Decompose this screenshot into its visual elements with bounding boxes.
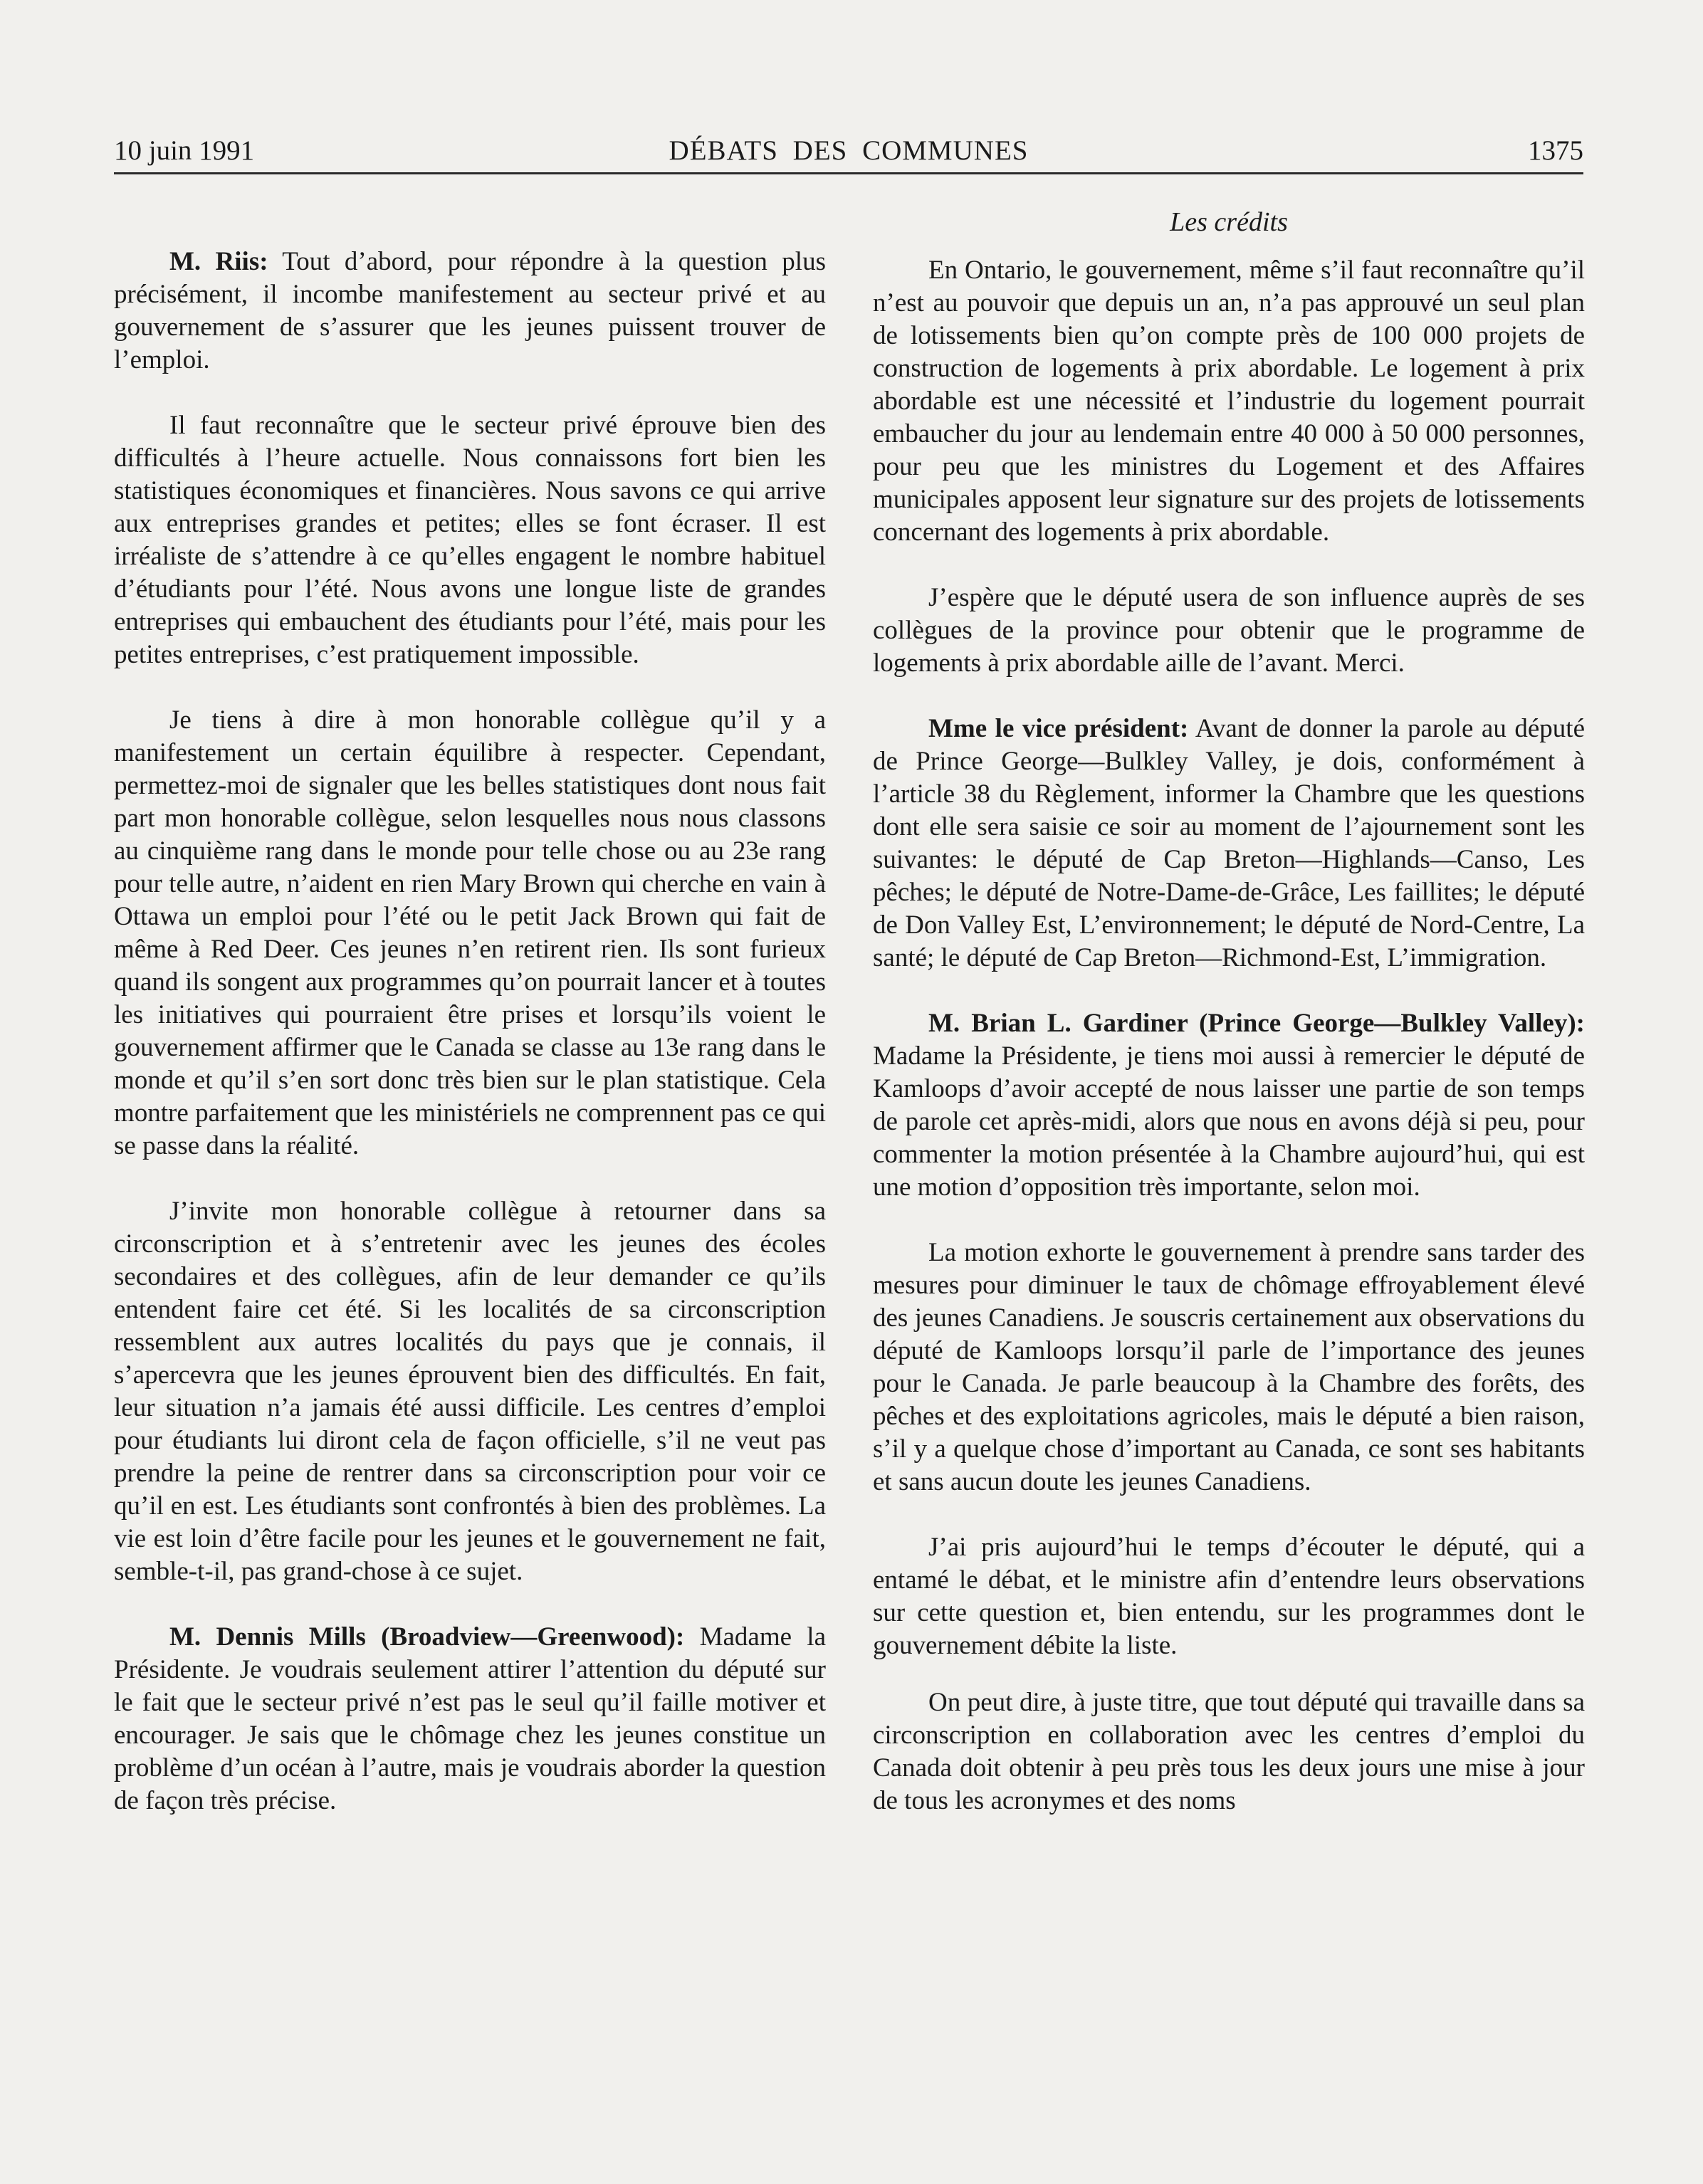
paragraph-text: Je tiens à dire à mon honorable collègue qu’il y a manifestement un certain équilibre à respecter. Cependant, permettez-moi de signaler que les belles statistiques dont nous fait part mon honorable collègue, selon lesquelles nous nous classons au cinquième rang dans le monde pour telle chose ou au 23e rang pour telle autre, n’aident en rien Mary Brown qui cherche en vain à Ottawa un emploi pour l’été ou le petit Jack Brown qui fait de même à Red Deer. Ces jeunes n’en retirent rien. Ils sont furieux quand ils songent aux programmes qu’on pourrait lancer et à toutes les initiatives qui pourraient être prises et lorsqu’ils voient le gouvernement affirmer que le Canada se classe au 13e rang dans le monde et qu’il s’en sort donc très bien sur le plan statistique. Cela montre parfaitement que les ministériels ne comprennent pas ce qui se passe dans la réalité. [114,705,826,1160]
paragraph [873,1531,1585,1662]
paragraph [114,1621,826,1817]
paragraph-text: Madame la Présidente, je tiens moi aussi à remercier le député de Kamloops d’avoir accepté de nous laisser une partie de son temps de parole cet après-midi, alors que nous en avons déjà si peu, pour commenter la motion présentée à la Chambre aujourd’hui, qui est une motion d’opposition très importante, selon moi. [873,1041,1585,1202]
paragraph [873,1686,1585,1817]
paragraph-text: Tout d’abord, pour répondre à la question plus précisément, il incombe manifestement au secteur privé et au gouvernement de s’assurer que les jeunes puissent trouver de l’emploi. [114,247,826,374]
paragraph [873,254,1585,549]
page-header [114,130,1583,174]
paragraph [873,582,1585,680]
paragraph [873,1237,1585,1498]
speaker-name: Mme le vice président: [928,714,1189,743]
left-column [114,246,826,1817]
paragraph [114,409,826,671]
speaker-name: M. Dennis Mills (Broadview—Greenwood): [169,1622,685,1652]
right-column [873,246,1585,1817]
paragraph-text: J’espère que le député usera de son influence auprès de ses collègues de la province pour obtenir que le programme de logements à prix abordable aille de l’avant. Merci. [873,583,1585,678]
paragraph [873,713,1585,975]
paragraph [873,1007,1585,1204]
paragraph [114,246,826,377]
paragraph-text: J’ai pris aujourd’hui le temps d’écouter le député, qui a entamé le débat, et le ministre afin d’entendre leurs observations sur cette question et, bien entendu, sur les programmes dont le gouvernement débite la liste. [873,1533,1585,1660]
header-title: DÉBATS DES COMMUNES [669,135,1029,166]
paragraph-text: Il faut reconnaître que le secteur privé éprouve bien des difficultés à l’heure actuelle. Nous connaissons fort bien les statistiques économiques et financières. Nous savons ce qui arrive aux entreprises grandes et petites; elles se font écraser. Il est irréaliste de s’attendre à ce qu’elles engagent le nombre habituel d’étudiants pour l’été. Nous avons une longue liste de grandes entreprises qui embauchent des étudiants pour l’été, mais pour les petites entreprises, c’est pratiquement impossible. [114,411,826,669]
section-label: Les crédits [1170,207,1288,237]
paragraph-text: Avant de donner la parole au député de Prince George—Bulkley Valley, je dois, conformément à l’article 38 du Règlement, informer la Chambre que les questions dont elle sera saisie ce soir au moment de l’ajournement sont les suivantes: le député de Cap Breton—Highlands—Canso, Les pêches; le député de Notre-Dame-de-Grâce, Les faillites; le député de Don Valley Est, L’environnement; le député de Nord-Centre, La santé; le député de Cap Breton—Richmond-Est, L’immigration. [873,714,1585,972]
paragraph-text: Madame la Présidente. Je voudrais seulement attirer l’attention du député sur le fait que le secteur privé n’est pas le seul qu’il faille motiver et encourager. Je sais que le chômage chez les jeunes constitue un problème d’un océan à l’autre, mais je voudrais aborder la question de façon très précise. [114,1622,827,1815]
paragraph [114,1195,826,1588]
header-date: 10 juin 1991 [114,135,255,166]
paragraph-text: La motion exhorte le gouvernement à prendre sans tarder des mesures pour diminuer le taux de chômage effroyablement élevé des jeunes Canadiens. Je souscris certainement aux observations du député de Kamloops lorsqu’il parle de l’importance des jeunes pour le Canada. Je parle beaucoup à la Chambre des forêts, des pêches et des exploitations agricoles, mais le député a bien raison, s’il y a quelque chose d’important au Canada, ce sont ses habitants et sans aucun doute les jeunes Canadiens. [873,1238,1585,1496]
paragraph-text: On peut dire, à juste titre, que tout député qui travaille dans sa circonscription en collaboration avec les centres d’emploi du Canada doit obtenir à peu près tous les deux jours une mise à jour de tous les acronymes et des noms [873,1688,1585,1815]
paragraph-text: En Ontario, le gouvernement, même s’il faut reconnaître qu’il n’est au pouvoir que depuis un an, n’a pas approuvé un seul plan de lotissements bien qu’on compte près de 100 000 projets de construction de logements à prix abordable. Le logement à prix abordable est une nécessité et l’industrie du logement pourrait embaucher du jour au lendemain entre 40 000 à 50 000 personnes, pour peu que les ministres du Logement et des Affaires municipales apposent leur signature sur des projets de lotissements concernant des logements à prix abordable. [873,256,1585,547]
speaker-name: M. Brian L. Gardiner (Prince George—Bulkley Valley): [928,1009,1585,1038]
header-page-number: 1375 [1528,135,1583,166]
paragraph-text: J’invite mon honorable collègue à retourner dans sa circonscription et à s’entretenir avec les jeunes des écoles secondaires et des collègues, afin de leur demander ce qu’ils entendent faire cet été. Si les localités de sa circonscription ressemblent aux autres localités du pays que je connais, il s’apercevra que les jeunes éprouvent bien des difficultés. En fait, leur situation n’a jamais été aussi difficile. Les centres d’emploi pour étudiants lui diront cela de façon officielle, s’il ne veut pas prendre la peine de rentrer dans sa circonscription pour voir ce qu’il en est. Les étudiants sont confrontés à bien des problèmes. La vie est loin d’être facile pour les jeunes et le gouvernement ne fait, semble-t-il, pas grand-chose à ce sujet. [114,1197,826,1586]
speaker-name: M. Riis: [169,247,268,276]
paragraph [114,704,826,1162]
